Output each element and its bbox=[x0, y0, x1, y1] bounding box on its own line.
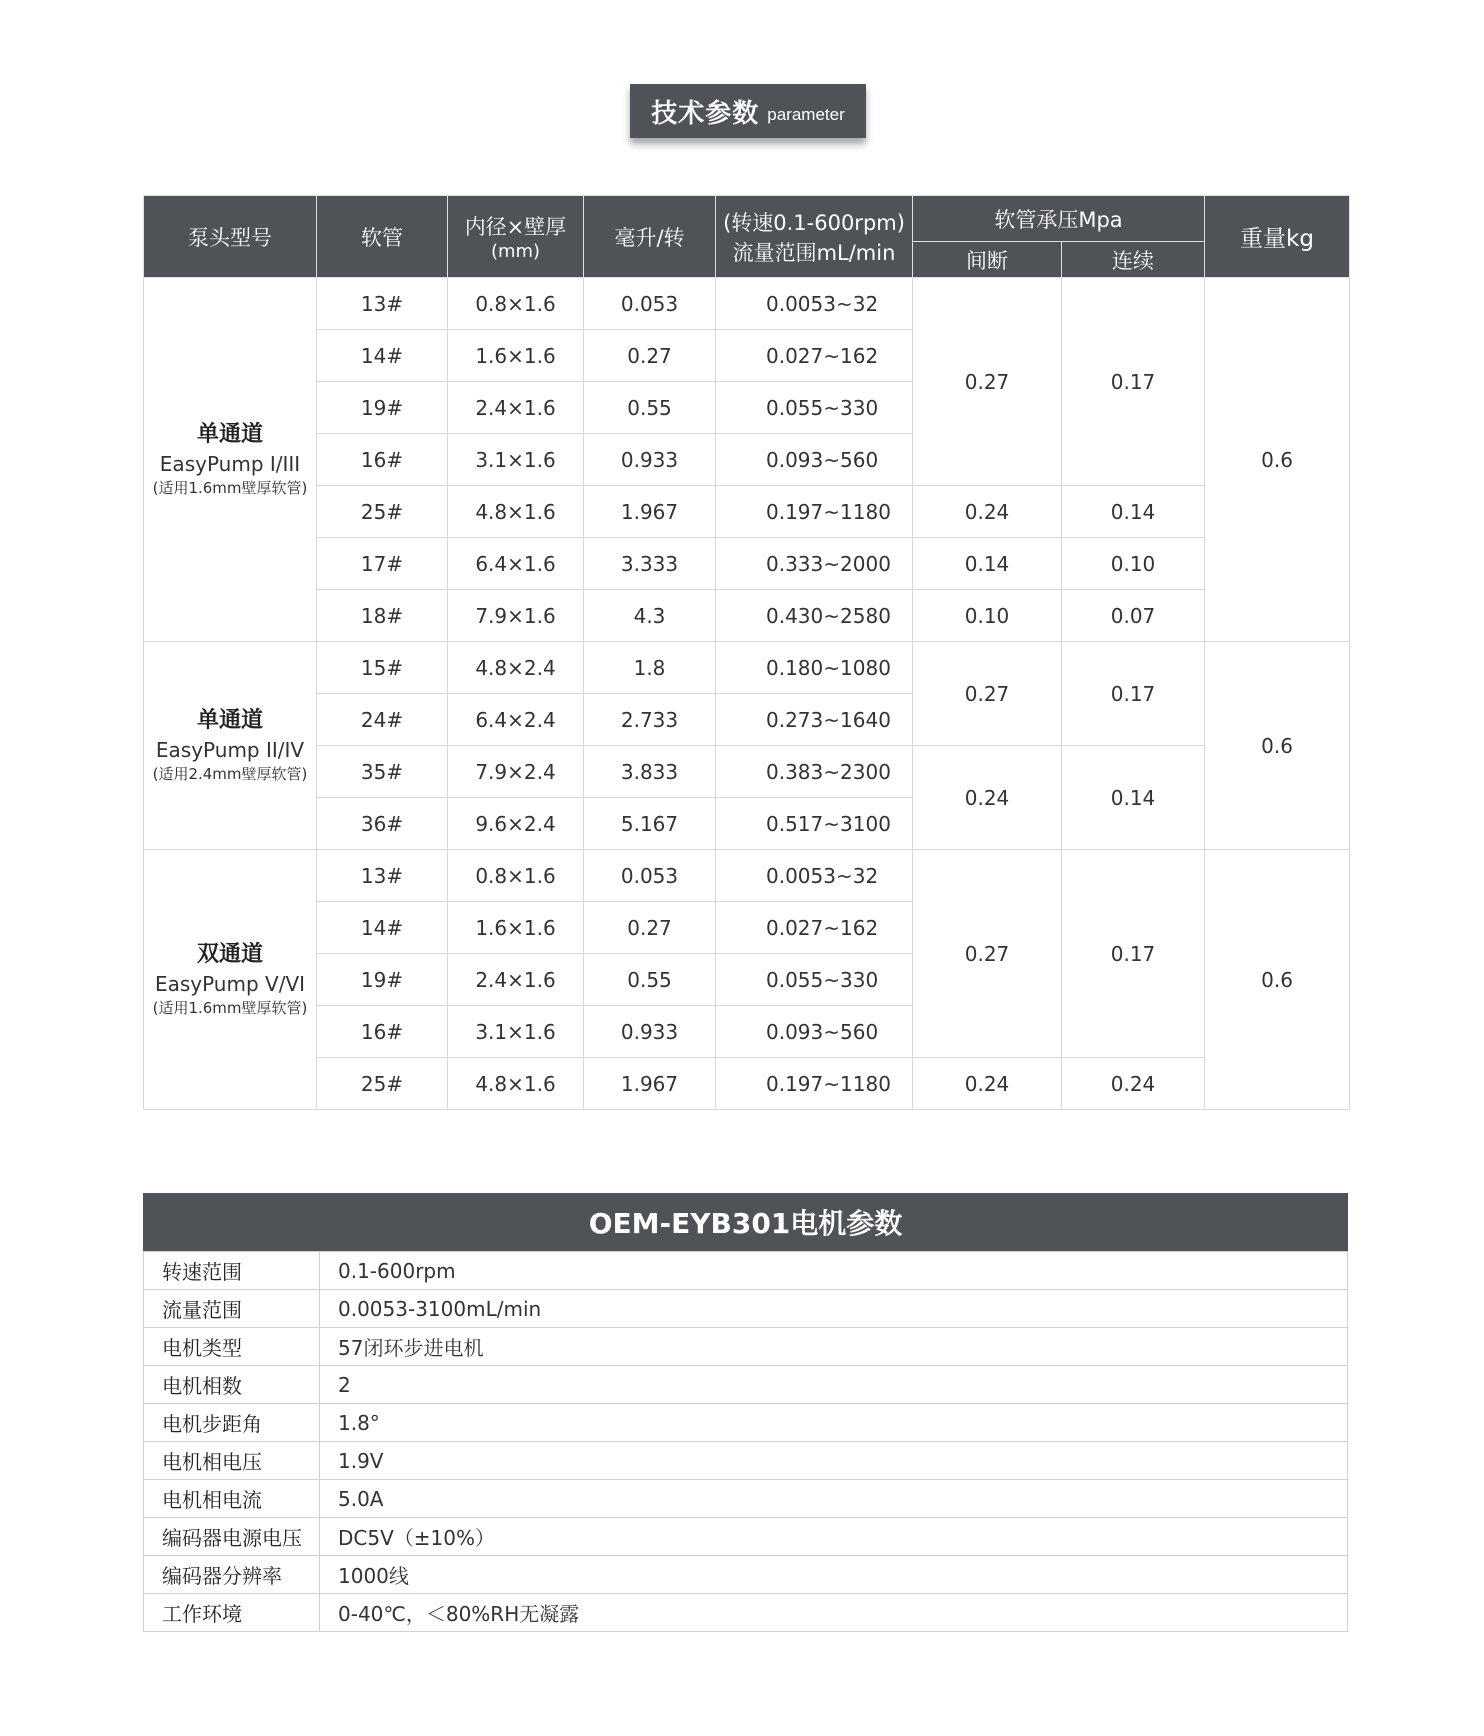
tube-cell: 19# bbox=[317, 954, 448, 1006]
weight-cell: 0.6 bbox=[1205, 278, 1350, 642]
motor-param-label: 电机相电压 bbox=[144, 1442, 320, 1480]
ml-per-rev-cell: 0.933 bbox=[584, 1006, 716, 1058]
header-size-label: 内径×壁厚 bbox=[464, 215, 567, 239]
pressure-intermittent-cell: 0.10 bbox=[913, 590, 1062, 642]
motor-param-label: 编码器电源电压 bbox=[144, 1518, 320, 1556]
ml-per-rev-cell: 5.167 bbox=[584, 798, 716, 850]
pressure-continuous-cell: 0.14 bbox=[1062, 486, 1205, 538]
ml-per-rev-cell: 1.967 bbox=[584, 1058, 716, 1110]
size-cell: 7.9×1.6 bbox=[448, 590, 584, 642]
pump-group-model: EasyPump V/VI bbox=[154, 972, 306, 997]
size-cell: 4.8×1.6 bbox=[448, 1058, 584, 1110]
size-cell: 0.8×1.6 bbox=[448, 278, 584, 330]
header-flow-line2: 流量范围mL/min bbox=[732, 240, 896, 265]
flow-range-cell: 0.517~3100 bbox=[716, 798, 913, 850]
pressure-continuous-cell: 0.17 bbox=[1062, 642, 1205, 746]
table-row bbox=[144, 642, 1350, 694]
tube-cell: 17# bbox=[317, 538, 448, 590]
flow-range-cell: 0.273~1640 bbox=[716, 694, 913, 746]
ml-per-rev-cell: 4.3 bbox=[584, 590, 716, 642]
table-row bbox=[144, 486, 1350, 538]
motor-param-value: 5.0A bbox=[320, 1480, 1348, 1518]
motor-param-label: 电机类型 bbox=[144, 1328, 320, 1366]
motor-param-value: 57闭环步进电机 bbox=[320, 1328, 1348, 1366]
size-cell: 2.4×1.6 bbox=[448, 954, 584, 1006]
flow-range-cell: 0.430~2580 bbox=[716, 590, 913, 642]
ml-per-rev-cell: 3.333 bbox=[584, 538, 716, 590]
motor-param-row bbox=[144, 1480, 1348, 1518]
pump-group-model: EasyPump II/IV bbox=[155, 738, 305, 763]
ml-per-rev-cell: 0.55 bbox=[584, 382, 716, 434]
header-pressure: 软管承压Mpa bbox=[913, 196, 1205, 242]
size-cell: 9.6×2.4 bbox=[448, 798, 584, 850]
flow-range-cell: 0.0053~32 bbox=[716, 850, 913, 902]
pump-group-note: (适用1.6mm壁厚软管) bbox=[152, 479, 308, 498]
table-row bbox=[144, 746, 1350, 798]
table-row bbox=[144, 850, 1350, 902]
header-weight: 重量kg bbox=[1205, 196, 1350, 278]
table-row bbox=[144, 538, 1350, 590]
size-cell: 3.1×1.6 bbox=[448, 434, 584, 486]
header-tube: 软管 bbox=[317, 196, 448, 278]
size-cell: 3.1×1.6 bbox=[448, 1006, 584, 1058]
tube-cell: 36# bbox=[317, 798, 448, 850]
pressure-intermittent-cell: 0.27 bbox=[913, 850, 1062, 1058]
size-cell: 1.6×1.6 bbox=[448, 902, 584, 954]
flow-range-cell: 0.093~560 bbox=[716, 1006, 913, 1058]
ml-per-rev-cell: 0.27 bbox=[584, 330, 716, 382]
table-row bbox=[144, 590, 1350, 642]
pump-group-model: EasyPump I/III bbox=[159, 452, 301, 477]
tube-cell: 16# bbox=[317, 1006, 448, 1058]
size-cell: 4.8×1.6 bbox=[448, 486, 584, 538]
flow-range-cell: 0.0053~32 bbox=[716, 278, 913, 330]
motor-param-label: 电机步距角 bbox=[144, 1404, 320, 1442]
flow-range-cell: 0.333~2000 bbox=[716, 538, 913, 590]
flow-range-cell: 0.197~1180 bbox=[716, 486, 913, 538]
pump-group-cell bbox=[144, 642, 317, 850]
banner-subtitle: parameter bbox=[767, 105, 845, 124]
pressure-intermittent-cell: 0.24 bbox=[913, 486, 1062, 538]
pressure-continuous-cell: 0.17 bbox=[1062, 278, 1205, 486]
pump-group-cell bbox=[144, 850, 317, 1110]
ml-per-rev-cell: 0.55 bbox=[584, 954, 716, 1006]
tube-cell: 19# bbox=[317, 382, 448, 434]
motor-param-label: 电机相数 bbox=[144, 1366, 320, 1404]
motor-param-value: 0.0053-3100mL/min bbox=[320, 1290, 1348, 1328]
header-pump-model: 泵头型号 bbox=[144, 196, 317, 278]
pressure-continuous-cell: 0.24 bbox=[1062, 1058, 1205, 1110]
weight-cell: 0.6 bbox=[1205, 850, 1350, 1110]
ml-per-rev-cell: 0.933 bbox=[584, 434, 716, 486]
motor-param-label: 流量范围 bbox=[144, 1290, 320, 1328]
pump-group-cell bbox=[144, 278, 317, 642]
section-banner bbox=[630, 84, 866, 138]
tube-cell: 18# bbox=[317, 590, 448, 642]
flow-range-cell: 0.180~1080 bbox=[716, 642, 913, 694]
tube-cell: 35# bbox=[317, 746, 448, 798]
pressure-intermittent-cell: 0.24 bbox=[913, 1058, 1062, 1110]
tech-params-body bbox=[144, 278, 1350, 1110]
ml-per-rev-cell: 3.833 bbox=[584, 746, 716, 798]
pressure-continuous-cell: 0.17 bbox=[1062, 850, 1205, 1058]
size-cell: 6.4×2.4 bbox=[448, 694, 584, 746]
header-ml-per-rev: 毫升/转 bbox=[584, 196, 716, 278]
table-row bbox=[144, 1058, 1350, 1110]
size-cell: 6.4×1.6 bbox=[448, 538, 584, 590]
header-flow bbox=[716, 196, 913, 278]
motor-param-value: 2 bbox=[320, 1366, 1348, 1404]
motor-param-row bbox=[144, 1442, 1348, 1480]
motor-param-row bbox=[144, 1328, 1348, 1366]
motor-params-table bbox=[143, 1251, 1348, 1632]
ml-per-rev-cell: 1.967 bbox=[584, 486, 716, 538]
motor-param-label: 编码器分辨率 bbox=[144, 1556, 320, 1594]
ml-per-rev-cell: 0.27 bbox=[584, 902, 716, 954]
size-cell: 7.9×2.4 bbox=[448, 746, 584, 798]
pressure-intermittent-cell: 0.27 bbox=[913, 642, 1062, 746]
motor-param-value: DC5V（±10%） bbox=[320, 1518, 1348, 1556]
motor-param-value: 1000线 bbox=[320, 1556, 1348, 1594]
motor-param-value: 0-40℃，＜80%RH无凝露 bbox=[320, 1594, 1348, 1632]
motor-param-row bbox=[144, 1518, 1348, 1556]
tube-cell: 25# bbox=[317, 1058, 448, 1110]
pump-group-note: (适用1.6mm壁厚软管) bbox=[152, 999, 308, 1018]
tube-cell: 16# bbox=[317, 434, 448, 486]
tube-cell: 25# bbox=[317, 486, 448, 538]
flow-range-cell: 0.055~330 bbox=[716, 954, 913, 1006]
flow-range-cell: 0.055~330 bbox=[716, 382, 913, 434]
motor-param-value: 1.8° bbox=[320, 1404, 1348, 1442]
pump-group-note: (适用2.4mm壁厚软管) bbox=[152, 765, 308, 784]
motor-param-label: 转速范围 bbox=[144, 1252, 320, 1290]
pump-group-name: 单通道 bbox=[196, 421, 263, 447]
table-row bbox=[144, 278, 1350, 330]
motor-param-value: 0.1-600rpm bbox=[320, 1252, 1348, 1290]
motor-params-body bbox=[144, 1252, 1348, 1632]
weight-cell: 0.6 bbox=[1205, 642, 1350, 850]
pressure-intermittent-cell: 0.14 bbox=[913, 538, 1062, 590]
flow-range-cell: 0.093~560 bbox=[716, 434, 913, 486]
tube-cell: 13# bbox=[317, 850, 448, 902]
size-cell: 1.6×1.6 bbox=[448, 330, 584, 382]
pressure-continuous-cell: 0.14 bbox=[1062, 746, 1205, 850]
ml-per-rev-cell: 0.053 bbox=[584, 850, 716, 902]
size-cell: 0.8×1.6 bbox=[448, 850, 584, 902]
flow-range-cell: 0.027~162 bbox=[716, 902, 913, 954]
motor-param-row bbox=[144, 1252, 1348, 1290]
flow-range-cell: 0.027~162 bbox=[716, 330, 913, 382]
pressure-intermittent-cell: 0.24 bbox=[913, 746, 1062, 850]
motor-param-label: 工作环境 bbox=[144, 1594, 320, 1632]
pump-group-name: 双通道 bbox=[196, 941, 263, 967]
ml-per-rev-cell: 0.053 bbox=[584, 278, 716, 330]
header-continuous: 连续 bbox=[1062, 242, 1205, 278]
pressure-continuous-cell: 0.07 bbox=[1062, 590, 1205, 642]
tube-cell: 13# bbox=[317, 278, 448, 330]
motor-param-row bbox=[144, 1404, 1348, 1442]
tube-cell: 24# bbox=[317, 694, 448, 746]
motor-param-row bbox=[144, 1594, 1348, 1632]
banner-title: 技术参数 bbox=[651, 98, 760, 129]
pump-group-name: 单通道 bbox=[196, 707, 263, 733]
flow-range-cell: 0.383~2300 bbox=[716, 746, 913, 798]
ml-per-rev-cell: 2.733 bbox=[584, 694, 716, 746]
motor-param-row bbox=[144, 1290, 1348, 1328]
size-cell: 2.4×1.6 bbox=[448, 382, 584, 434]
motor-param-row bbox=[144, 1366, 1348, 1404]
tube-cell: 14# bbox=[317, 330, 448, 382]
motor-params-title: OEM-EYB301电机参数 bbox=[143, 1193, 1348, 1251]
flow-range-cell: 0.197~1180 bbox=[716, 1058, 913, 1110]
motor-param-label: 电机相电流 bbox=[144, 1480, 320, 1518]
pressure-intermittent-cell: 0.27 bbox=[913, 278, 1062, 486]
motor-param-row bbox=[144, 1556, 1348, 1594]
size-cell: 4.8×2.4 bbox=[448, 642, 584, 694]
tube-cell: 14# bbox=[317, 902, 448, 954]
pressure-continuous-cell: 0.10 bbox=[1062, 538, 1205, 590]
motor-param-value: 1.9V bbox=[320, 1442, 1348, 1480]
header-intermittent: 间断 bbox=[913, 242, 1062, 278]
header-size bbox=[448, 196, 584, 278]
ml-per-rev-cell: 1.8 bbox=[584, 642, 716, 694]
header-size-unit: (mm) bbox=[490, 241, 541, 262]
tube-cell: 15# bbox=[317, 642, 448, 694]
header-flow-line1: (转速0.1-600rpm) bbox=[723, 210, 905, 235]
tech-params-table bbox=[143, 195, 1350, 1110]
